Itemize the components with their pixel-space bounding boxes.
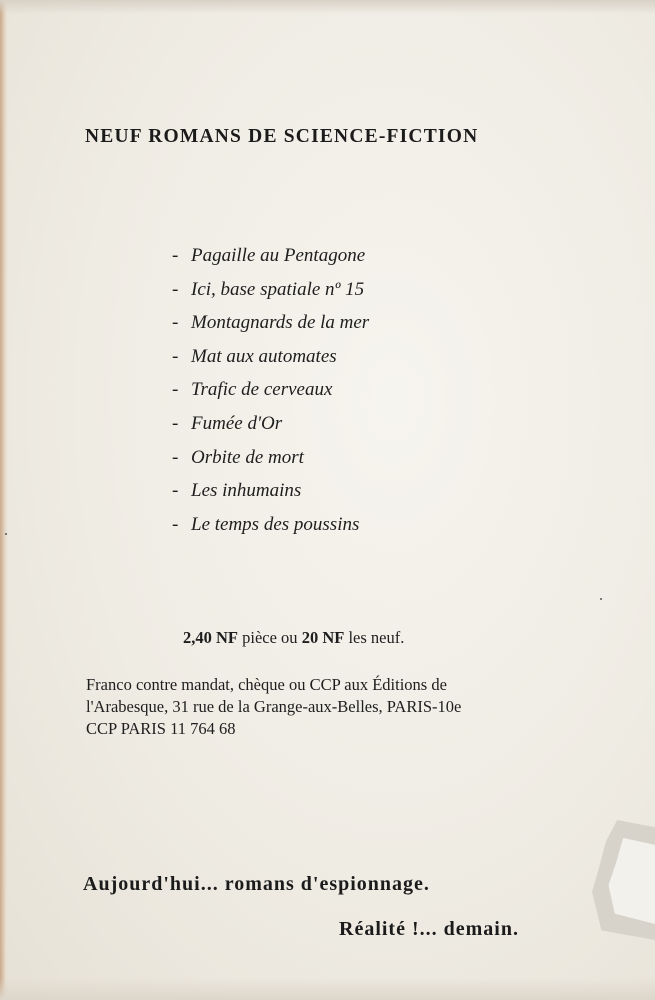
book-title: Mat aux automates [191, 345, 337, 367]
book-title: Trafic de cerveaux [191, 379, 333, 401]
paper-speck [600, 598, 602, 600]
list-dash: - [172, 480, 179, 502]
list-dash: - [172, 446, 179, 468]
series-title: NEUF ROMANS DE SCIENCE-FICTION [85, 126, 479, 147]
ordering-info [86, 674, 606, 740]
list-item [172, 445, 369, 479]
book-title: Ici, base spatiale nº 15 [191, 278, 365, 300]
list-item [172, 377, 369, 411]
book-title: Fumée d'Or [191, 412, 283, 434]
book-title: Orbite de mort [191, 446, 304, 468]
list-dash: - [172, 513, 179, 535]
spine-edge [0, 0, 8, 1000]
list-item [172, 512, 369, 546]
book-title: Pagaille au Pentagone [191, 245, 366, 266]
bottom-edge-wear [0, 978, 655, 1000]
price-line [183, 628, 404, 648]
list-item [172, 478, 369, 512]
list-item [172, 243, 369, 277]
tagline-today: Aujourd'hui... romans d'espionnage. [83, 873, 430, 895]
list-item [172, 411, 369, 445]
list-dash: - [172, 345, 179, 367]
ordering-line: l'Arabesque, 31 rue de la Grange-aux-Belles, PARIS-10e [86, 697, 462, 716]
paper-speck [5, 533, 7, 535]
list-dash: - [172, 379, 179, 401]
list-item [172, 277, 369, 311]
ordering-line: Franco contre mandat, chèque ou CCP aux Éditions de [86, 675, 447, 694]
list-dash: - [172, 312, 179, 334]
list-dash: - [172, 412, 179, 434]
book-title: Montagnards de la mer [191, 312, 370, 334]
list-item [172, 310, 369, 344]
ordering-line: CCP PARIS 11 764 68 [86, 719, 236, 738]
unit-price: 2,40 NF [183, 628, 238, 647]
top-edge-wear [0, 0, 655, 14]
titles-list [172, 243, 369, 545]
list-dash: - [172, 278, 179, 300]
book-title: Le temps des poussins [191, 513, 360, 535]
price-text-end: les neuf. [344, 628, 405, 647]
list-item [172, 344, 369, 378]
list-dash: - [172, 245, 179, 266]
book-title: Les inhumains [191, 480, 302, 502]
set-price: 20 NF [301, 628, 345, 647]
tagline-tomorrow: Réalité !... demain. [339, 918, 519, 940]
price-text-middle: pièce ou [238, 628, 302, 647]
